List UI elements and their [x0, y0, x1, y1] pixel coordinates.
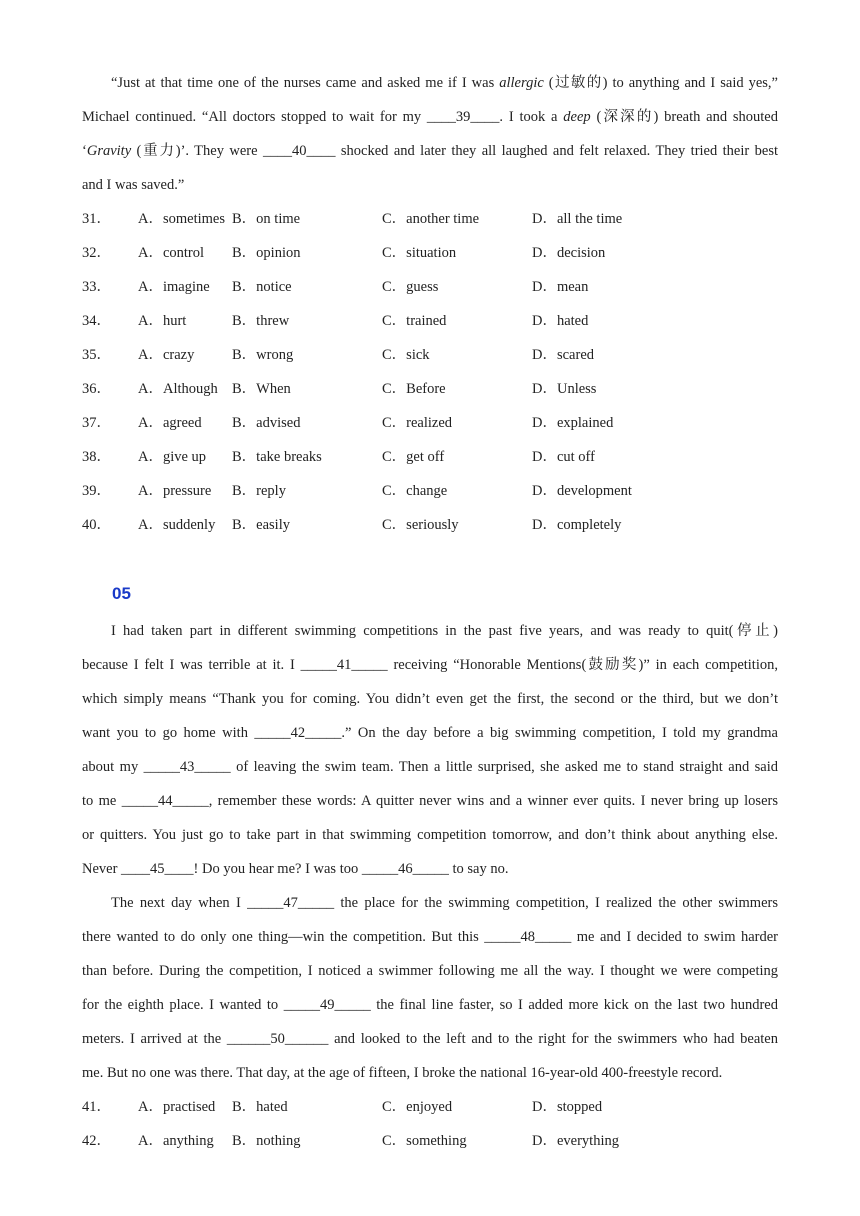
question-number: 36． [82, 381, 111, 397]
option-b: B．When [232, 381, 291, 397]
question-number: 33． [82, 279, 111, 295]
option-d: D．all the time [532, 211, 623, 227]
text-line: The next day when I _____47_____ the place for the swimming competition, I realized the other swimmers [111, 895, 778, 911]
option-b: B．on time [232, 211, 301, 227]
option-a: A．suddenly [138, 517, 216, 533]
option-a: A．pressure [138, 483, 212, 499]
option-b: B．take breaks [232, 449, 322, 465]
question-row [82, 304, 778, 338]
option-d: D．Unless [532, 381, 597, 397]
text-line: I had taken part in different swimming competitions in the past five years, and was ready to quit(停止) [111, 623, 778, 639]
option-c: C．seriously [382, 517, 459, 533]
option-d: D．mean [532, 279, 589, 295]
option-a: A．sometimes [138, 211, 225, 227]
option-c: C．situation [382, 245, 457, 261]
text-line: and I was saved.” [82, 177, 185, 193]
option-a: A．anything [138, 1133, 214, 1149]
option-a: A．crazy [138, 347, 195, 363]
option-b: B．nothing [232, 1133, 301, 1149]
question-row [82, 202, 778, 236]
text-line: meters. I arrived at the ______50______ and looked to the left and to the right for the swimmers who had beaten [82, 1031, 778, 1047]
question-number: 39． [82, 483, 111, 499]
question-number: 38． [82, 449, 111, 465]
question-row [82, 1124, 778, 1158]
passage-05-para-2 [82, 886, 778, 1090]
text-line: which simply means “Thank you for coming. You didn’t even get the first, the second or the third, but we don’t [82, 691, 778, 707]
text-line: ‘Gravity (重力)’. They were ____40____ shocked and later they all laughed and felt relaxed. They tried their best [82, 143, 778, 159]
option-b: B．easily [232, 517, 290, 533]
option-c: C．Before [382, 381, 446, 397]
question-row [82, 270, 778, 304]
question-number: 34． [82, 313, 111, 329]
option-b: B．wrong [232, 347, 294, 363]
question-row [82, 440, 778, 474]
question-list-31-40 [82, 202, 778, 542]
question-number: 31． [82, 211, 111, 227]
option-a: A．Although [138, 381, 218, 397]
question-row [82, 236, 778, 270]
question-list-41-42 [82, 1090, 778, 1158]
option-d: D．stopped [532, 1099, 603, 1115]
text-line: for the eighth place. I wanted to _____49_____ the final line faster, so I added more kick on the last two hundred [82, 997, 778, 1013]
option-d: D．cut off [532, 449, 595, 465]
text-line: there wanted to do only one thing—win the competition. But this _____48_____ me and I decided to swim harder [82, 929, 778, 945]
option-d: D．decision [532, 245, 606, 261]
option-c: C．get off [382, 449, 445, 465]
text-line: or quitters. You just go to take part in that swimming competition tomorrow, and don’t think about anything else. [82, 827, 778, 843]
question-number: 35． [82, 347, 111, 363]
question-number: 32． [82, 245, 111, 261]
text-line: about my _____43_____ of leaving the swim team. Then a little surprised, she asked me to stand straight and said [82, 759, 778, 775]
option-b: B．hated [232, 1099, 288, 1115]
option-b: B．threw [232, 313, 290, 329]
option-a: A．control [138, 245, 205, 261]
option-b: B．advised [232, 415, 301, 431]
option-c: C．realized [382, 415, 453, 431]
option-c: C．another time [382, 211, 480, 227]
option-d: D．hated [532, 313, 589, 329]
passage-04-end [82, 66, 778, 202]
option-d: D．scared [532, 347, 595, 363]
section-heading: 05 [112, 584, 131, 603]
option-c: C．change [382, 483, 448, 499]
question-number: 40． [82, 517, 111, 533]
text-line: than before. During the competition, I noticed a swimmer following me all the way. I thought we were competing [82, 963, 778, 979]
question-row [82, 406, 778, 440]
document-page [82, 66, 778, 1158]
option-c: C．guess [382, 279, 439, 295]
question-number: 42． [82, 1133, 111, 1149]
option-b: B．opinion [232, 245, 301, 261]
option-a: A．agreed [138, 415, 202, 431]
option-a: A．practised [138, 1099, 216, 1115]
option-d: D．development [532, 483, 632, 499]
passage-05-para-1 [82, 614, 778, 886]
text-line: Michael continued. “All doctors stopped to wait for my ____39____. I took a deep (深深的) breath and shouted [82, 109, 778, 125]
option-c: C．something [382, 1133, 467, 1149]
option-a: A．imagine [138, 279, 210, 295]
question-row [82, 508, 778, 542]
option-c: C．trained [382, 313, 447, 329]
question-row [82, 1090, 778, 1124]
text-line: to me _____44_____, remember these words: A quitter never wins and a winner ever quits. I never bring up losers [82, 793, 778, 809]
option-b: B．reply [232, 483, 286, 499]
question-number: 37． [82, 415, 111, 431]
option-c: C．sick [382, 347, 430, 363]
option-d: D．explained [532, 415, 614, 431]
option-b: B．notice [232, 279, 292, 295]
option-d: D．everything [532, 1133, 619, 1149]
text-line: Never ____45____! Do you hear me? I was too _____46_____ to say no. [82, 861, 509, 877]
option-a: A．give up [138, 449, 207, 465]
option-c: C．enjoyed [382, 1099, 453, 1115]
text-line: because I felt I was terrible at it. I _____41_____ receiving “Honorable Mentions(鼓励奖)” in each competition, [82, 657, 778, 673]
option-a: A．hurt [138, 313, 187, 329]
text-line: me. But no one was there. That day, at the age of fifteen, I broke the national 16-year-old 400-freestyle record. [82, 1065, 723, 1081]
option-d: D．completely [532, 517, 622, 533]
question-row [82, 372, 778, 406]
text-line: want you to go home with _____42_____.” On the day before a big swimming competition, I told my grandma [82, 725, 778, 741]
question-row [82, 338, 778, 372]
question-number: 41． [82, 1099, 111, 1115]
question-row [82, 474, 778, 508]
text-line: “Just at that time one of the nurses came and asked me if I was allergic (过敏的) to anything and I said yes,” [111, 75, 778, 91]
